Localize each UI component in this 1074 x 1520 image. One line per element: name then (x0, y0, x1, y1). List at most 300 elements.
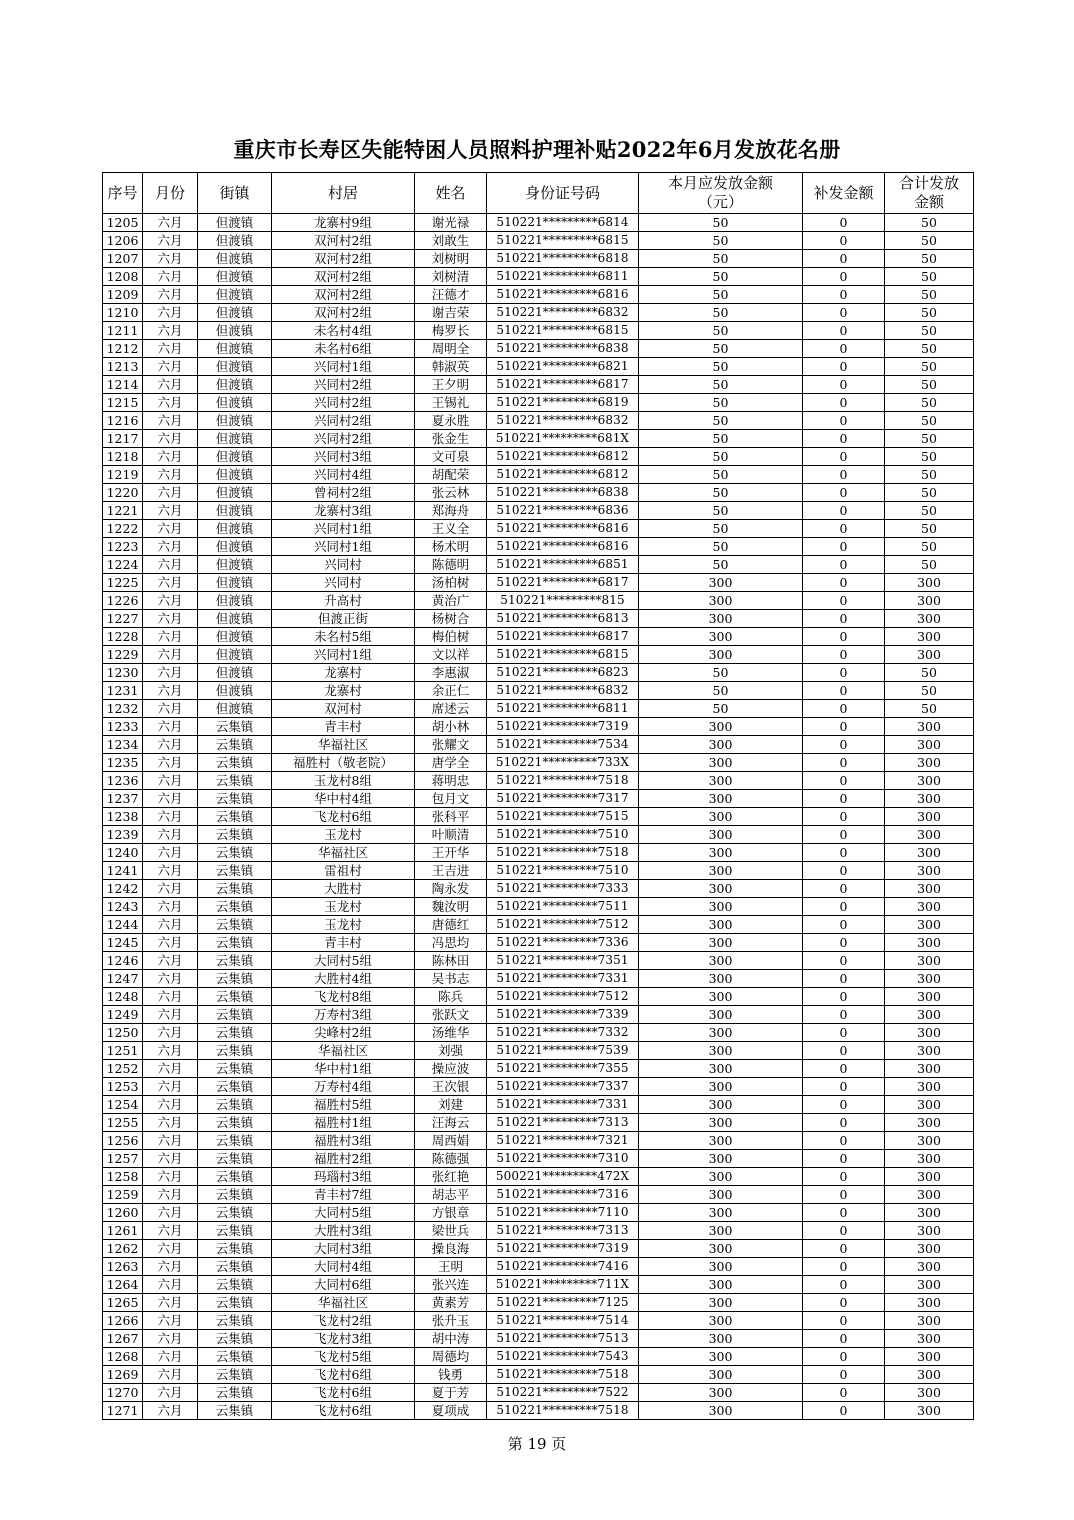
monthly-amount-cell: 50 (639, 412, 803, 430)
total-cell: 300 (885, 934, 974, 952)
monthly-amount-cell: 300 (639, 880, 803, 898)
seq-cell: 1207 (103, 250, 143, 268)
supplement-cell: 0 (803, 466, 885, 484)
monthly-amount-cell: 300 (639, 790, 803, 808)
table-row (103, 1222, 974, 1240)
village-cell: 大胜村 (272, 880, 415, 898)
month-cell: 六月 (143, 970, 198, 988)
total-cell: 300 (885, 970, 974, 988)
village-cell: 但渡正街 (272, 610, 415, 628)
name-cell: 夏项成 (415, 1402, 487, 1420)
town-cell: 云集镇 (198, 1222, 272, 1240)
town-cell: 但渡镇 (198, 358, 272, 376)
header-row (103, 173, 974, 214)
monthly-amount-cell: 300 (639, 1312, 803, 1330)
town-cell: 但渡镇 (198, 322, 272, 340)
monthly-amount-cell: 300 (639, 1366, 803, 1384)
name-cell: 陈德强 (415, 1150, 487, 1168)
monthly-amount-cell: 300 (639, 934, 803, 952)
supplement-cell: 0 (803, 988, 885, 1006)
monthly-amount-cell: 300 (639, 970, 803, 988)
total-cell: 50 (885, 394, 974, 412)
table-row (103, 970, 974, 988)
total-cell: 300 (885, 1060, 974, 1078)
id-number-cell: 510221*********7518 (487, 1366, 639, 1384)
monthly-amount-cell: 300 (639, 1240, 803, 1258)
month-cell: 六月 (143, 538, 198, 556)
col-header-total (885, 173, 974, 214)
town-cell: 但渡镇 (198, 646, 272, 664)
total-cell: 300 (885, 1168, 974, 1186)
table-row (103, 574, 974, 592)
total-cell: 300 (885, 862, 974, 880)
monthly-amount-cell: 300 (639, 1006, 803, 1024)
month-cell: 六月 (143, 376, 198, 394)
monthly-amount-cell: 300 (639, 1276, 803, 1294)
month-cell: 六月 (143, 772, 198, 790)
village-cell: 大胜村4组 (272, 970, 415, 988)
town-cell: 云集镇 (198, 1042, 272, 1060)
village-cell: 飞龙村2组 (272, 1312, 415, 1330)
month-cell: 六月 (143, 592, 198, 610)
table-row (103, 322, 974, 340)
id-number-cell: 510221*********7332 (487, 1024, 639, 1042)
supplement-cell: 0 (803, 340, 885, 358)
seq-cell: 1218 (103, 448, 143, 466)
month-cell: 六月 (143, 268, 198, 286)
total-cell: 300 (885, 1312, 974, 1330)
table-row (103, 1204, 974, 1222)
town-cell: 但渡镇 (198, 484, 272, 502)
village-cell: 未名村6组 (272, 340, 415, 358)
name-cell: 张云林 (415, 484, 487, 502)
table-row (103, 898, 974, 916)
monthly-amount-cell: 300 (639, 574, 803, 592)
supplement-cell: 0 (803, 214, 885, 232)
supplement-cell: 0 (803, 412, 885, 430)
id-number-cell: 510221*********7543 (487, 1348, 639, 1366)
table-row (103, 790, 974, 808)
village-cell: 青丰村 (272, 934, 415, 952)
town-cell: 云集镇 (198, 1204, 272, 1222)
seq-cell: 1245 (103, 934, 143, 952)
village-cell: 华福社区 (272, 1294, 415, 1312)
seq-cell: 1225 (103, 574, 143, 592)
month-cell: 六月 (143, 664, 198, 682)
id-number-cell: 510221*********7321 (487, 1132, 639, 1150)
monthly-amount-cell: 300 (639, 718, 803, 736)
name-cell: 郑海舟 (415, 502, 487, 520)
total-cell: 50 (885, 484, 974, 502)
month-cell: 六月 (143, 412, 198, 430)
total-cell: 300 (885, 988, 974, 1006)
village-cell: 双河村 (272, 700, 415, 718)
seq-cell: 1223 (103, 538, 143, 556)
seq-cell: 1209 (103, 286, 143, 304)
id-number-cell: 510221*********815 (487, 592, 639, 610)
village-cell: 双河村2组 (272, 286, 415, 304)
id-number-cell: 510221*********6817 (487, 628, 639, 646)
name-cell: 周西娟 (415, 1132, 487, 1150)
table-row (103, 1186, 974, 1204)
monthly-amount-cell: 300 (639, 898, 803, 916)
month-cell: 六月 (143, 1060, 198, 1078)
seq-cell: 1232 (103, 700, 143, 718)
month-cell: 六月 (143, 736, 198, 754)
monthly-amount-cell: 300 (639, 592, 803, 610)
month-cell: 六月 (143, 286, 198, 304)
id-number-cell: 510221*********6815 (487, 232, 639, 250)
table-row (103, 844, 974, 862)
id-number-cell: 510221*********7319 (487, 718, 639, 736)
name-cell: 夏永胜 (415, 412, 487, 430)
month-cell: 六月 (143, 1168, 198, 1186)
total-cell: 300 (885, 1096, 974, 1114)
monthly-amount-cell: 300 (639, 1222, 803, 1240)
month-cell: 六月 (143, 952, 198, 970)
town-cell: 云集镇 (198, 1132, 272, 1150)
id-number-cell: 510221*********6838 (487, 340, 639, 358)
month-cell: 六月 (143, 1078, 198, 1096)
id-number-cell: 510221*********7313 (487, 1114, 639, 1132)
id-number-cell: 510221*********6811 (487, 268, 639, 286)
village-cell: 雷祖村 (272, 862, 415, 880)
monthly-amount-cell: 50 (639, 538, 803, 556)
town-cell: 云集镇 (198, 916, 272, 934)
name-cell: 黄素芳 (415, 1294, 487, 1312)
seq-cell: 1263 (103, 1258, 143, 1276)
supplement-cell: 0 (803, 610, 885, 628)
id-number-cell: 510221*********6812 (487, 466, 639, 484)
name-cell: 刘强 (415, 1042, 487, 1060)
village-cell: 大同村6组 (272, 1276, 415, 1294)
total-cell: 300 (885, 952, 974, 970)
village-cell: 未名村4组 (272, 322, 415, 340)
total-cell: 300 (885, 1258, 974, 1276)
id-number-cell: 510221*********7515 (487, 808, 639, 826)
table-row (103, 934, 974, 952)
table-row (103, 430, 974, 448)
village-cell: 双河村2组 (272, 268, 415, 286)
month-cell: 六月 (143, 1366, 198, 1384)
total-cell: 50 (885, 322, 974, 340)
town-cell: 但渡镇 (198, 502, 272, 520)
supplement-cell: 0 (803, 1024, 885, 1042)
supplement-cell: 0 (803, 898, 885, 916)
table-row (103, 1042, 974, 1060)
name-cell: 刘敢生 (415, 232, 487, 250)
name-cell: 冯思均 (415, 934, 487, 952)
seq-cell: 1266 (103, 1312, 143, 1330)
supplement-cell: 0 (803, 790, 885, 808)
village-cell: 兴同村 (272, 574, 415, 592)
monthly-amount-cell: 50 (639, 304, 803, 322)
total-cell: 50 (885, 286, 974, 304)
monthly-amount-cell: 300 (639, 646, 803, 664)
monthly-amount-cell: 300 (639, 1096, 803, 1114)
village-cell: 升高村 (272, 592, 415, 610)
seq-cell: 1231 (103, 682, 143, 700)
supplement-cell: 0 (803, 1060, 885, 1078)
month-cell: 六月 (143, 250, 198, 268)
village-cell: 龙寨村3组 (272, 502, 415, 520)
town-cell: 云集镇 (198, 826, 272, 844)
town-cell: 云集镇 (198, 844, 272, 862)
monthly-amount-cell: 300 (639, 952, 803, 970)
monthly-amount-cell: 300 (639, 1168, 803, 1186)
seq-cell: 1228 (103, 628, 143, 646)
id-number-cell: 510221*********7510 (487, 826, 639, 844)
table-row (103, 1168, 974, 1186)
month-cell: 六月 (143, 394, 198, 412)
total-cell: 300 (885, 1366, 974, 1384)
village-cell: 龙寨村9组 (272, 214, 415, 232)
village-cell: 双河村2组 (272, 232, 415, 250)
month-cell: 六月 (143, 1114, 198, 1132)
supplement-cell: 0 (803, 916, 885, 934)
village-cell: 兴同村3组 (272, 448, 415, 466)
town-cell: 但渡镇 (198, 268, 272, 286)
table-row (103, 1132, 974, 1150)
supplement-cell: 0 (803, 394, 885, 412)
town-cell: 云集镇 (198, 1384, 272, 1402)
seq-cell: 1271 (103, 1402, 143, 1420)
seq-cell: 1253 (103, 1078, 143, 1096)
town-cell: 但渡镇 (198, 412, 272, 430)
name-cell: 张兴连 (415, 1276, 487, 1294)
monthly-amount-cell: 50 (639, 268, 803, 286)
name-cell: 陈林田 (415, 952, 487, 970)
monthly-amount-cell: 50 (639, 394, 803, 412)
village-cell: 青丰村 (272, 718, 415, 736)
id-number-cell: 510221*********7331 (487, 1096, 639, 1114)
seq-cell: 1211 (103, 322, 143, 340)
town-cell: 云集镇 (198, 1240, 272, 1258)
town-cell: 云集镇 (198, 772, 272, 790)
monthly-amount-cell: 50 (639, 520, 803, 538)
seq-cell: 1270 (103, 1384, 143, 1402)
town-cell: 云集镇 (198, 1366, 272, 1384)
name-cell: 梁世兵 (415, 1222, 487, 1240)
table-row (103, 1096, 974, 1114)
id-number-cell: 510221*********7125 (487, 1294, 639, 1312)
town-cell: 云集镇 (198, 1096, 272, 1114)
seq-cell: 1205 (103, 214, 143, 232)
village-cell: 玛瑙村3组 (272, 1168, 415, 1186)
name-cell: 胡小林 (415, 718, 487, 736)
total-cell: 300 (885, 1114, 974, 1132)
village-cell: 兴同村1组 (272, 538, 415, 556)
id-number-cell: 510221*********7514 (487, 1312, 639, 1330)
town-cell: 云集镇 (198, 880, 272, 898)
name-cell: 夏于芳 (415, 1384, 487, 1402)
month-cell: 六月 (143, 1186, 198, 1204)
month-cell: 六月 (143, 466, 198, 484)
total-cell: 300 (885, 772, 974, 790)
month-cell: 六月 (143, 682, 198, 700)
seq-cell: 1234 (103, 736, 143, 754)
seq-cell: 1254 (103, 1096, 143, 1114)
id-number-cell: 510221*********7317 (487, 790, 639, 808)
total-cell: 300 (885, 1240, 974, 1258)
total-cell: 50 (885, 358, 974, 376)
seq-cell: 1252 (103, 1060, 143, 1078)
village-cell: 兴同村2组 (272, 430, 415, 448)
town-cell: 云集镇 (198, 1078, 272, 1096)
supplement-cell: 0 (803, 286, 885, 304)
seq-cell: 1246 (103, 952, 143, 970)
table-row (103, 1006, 974, 1024)
name-cell: 钱勇 (415, 1366, 487, 1384)
id-number-cell: 510221*********7351 (487, 952, 639, 970)
month-cell: 六月 (143, 304, 198, 322)
total-cell: 50 (885, 538, 974, 556)
name-cell: 唐学全 (415, 754, 487, 772)
total-cell: 300 (885, 916, 974, 934)
seq-cell: 1219 (103, 466, 143, 484)
id-number-cell: 510221*********7310 (487, 1150, 639, 1168)
table-row (103, 646, 974, 664)
town-cell: 但渡镇 (198, 628, 272, 646)
name-cell: 张金生 (415, 430, 487, 448)
month-cell: 六月 (143, 898, 198, 916)
table-row (103, 916, 974, 934)
village-cell: 玉龙村8组 (272, 772, 415, 790)
town-cell: 云集镇 (198, 790, 272, 808)
village-cell: 飞龙村8组 (272, 988, 415, 1006)
id-number-cell: 510221*********6823 (487, 664, 639, 682)
table-row (103, 754, 974, 772)
monthly-amount-cell: 50 (639, 340, 803, 358)
total-cell: 50 (885, 250, 974, 268)
supplement-cell: 0 (803, 1096, 885, 1114)
seq-cell: 1261 (103, 1222, 143, 1240)
total-cell: 50 (885, 682, 974, 700)
monthly-amount-cell: 300 (639, 988, 803, 1006)
total-cell: 50 (885, 214, 974, 232)
id-number-cell: 510221*********6816 (487, 538, 639, 556)
table-row (103, 1294, 974, 1312)
month-cell: 六月 (143, 448, 198, 466)
month-cell: 六月 (143, 430, 198, 448)
name-cell: 黄治广 (415, 592, 487, 610)
table-row (103, 286, 974, 304)
town-cell: 但渡镇 (198, 700, 272, 718)
town-cell: 云集镇 (198, 1330, 272, 1348)
id-number-cell: 510221*********6812 (487, 448, 639, 466)
id-number-cell: 510221*********6832 (487, 682, 639, 700)
table-row (103, 466, 974, 484)
total-cell: 300 (885, 574, 974, 592)
total-cell: 300 (885, 1276, 974, 1294)
supplement-cell: 0 (803, 1006, 885, 1024)
supplement-cell: 0 (803, 664, 885, 682)
name-cell: 杨树合 (415, 610, 487, 628)
roster-table (102, 172, 974, 1420)
table-row (103, 340, 974, 358)
name-cell: 刘树清 (415, 268, 487, 286)
total-cell: 300 (885, 790, 974, 808)
supplement-cell: 0 (803, 376, 885, 394)
name-cell: 李惠淑 (415, 664, 487, 682)
id-number-cell: 510221*********6816 (487, 520, 639, 538)
name-cell: 汤柏树 (415, 574, 487, 592)
table-row (103, 1240, 974, 1258)
name-cell: 王开华 (415, 844, 487, 862)
monthly-amount-cell: 300 (639, 826, 803, 844)
town-cell: 云集镇 (198, 988, 272, 1006)
total-cell: 50 (885, 466, 974, 484)
supplement-cell: 0 (803, 628, 885, 646)
id-number-cell: 510221*********7333 (487, 880, 639, 898)
table-row (103, 502, 974, 520)
id-number-cell: 510221*********7316 (487, 1186, 639, 1204)
id-number-cell: 510221*********7110 (487, 1204, 639, 1222)
table-row (103, 862, 974, 880)
col-header-monthly-amount-line1: 本月应发放金额 (667, 174, 773, 192)
name-cell: 周德均 (415, 1348, 487, 1366)
village-cell: 华福社区 (272, 1042, 415, 1060)
town-cell: 云集镇 (198, 952, 272, 970)
id-number-cell: 510221*********6821 (487, 358, 639, 376)
monthly-amount-cell: 300 (639, 1024, 803, 1042)
id-number-cell: 500221*********472X (487, 1168, 639, 1186)
monthly-amount-cell: 300 (639, 1150, 803, 1168)
town-cell: 云集镇 (198, 1114, 272, 1132)
seq-cell: 1208 (103, 268, 143, 286)
village-cell: 福胜村（敬老院） (272, 754, 415, 772)
col-header-total-line2: 金额 (913, 193, 944, 211)
name-cell: 张耀文 (415, 736, 487, 754)
table-row (103, 718, 974, 736)
name-cell: 杨术明 (415, 538, 487, 556)
name-cell: 汤维华 (415, 1024, 487, 1042)
town-cell: 云集镇 (198, 1348, 272, 1366)
village-cell: 玉龙村 (272, 916, 415, 934)
monthly-amount-cell: 50 (639, 664, 803, 682)
village-cell: 双河村2组 (272, 250, 415, 268)
total-cell: 300 (885, 1402, 974, 1420)
id-number-cell: 510221*********681X (487, 430, 639, 448)
total-cell: 50 (885, 700, 974, 718)
town-cell: 但渡镇 (198, 304, 272, 322)
table-row (103, 214, 974, 232)
village-cell: 福胜村3组 (272, 1132, 415, 1150)
seq-cell: 1220 (103, 484, 143, 502)
supplement-cell: 0 (803, 574, 885, 592)
month-cell: 六月 (143, 1258, 198, 1276)
monthly-amount-cell: 300 (639, 1060, 803, 1078)
supplement-cell: 0 (803, 934, 885, 952)
village-cell: 华中村4组 (272, 790, 415, 808)
seq-cell: 1256 (103, 1132, 143, 1150)
supplement-cell: 0 (803, 1366, 885, 1384)
month-cell: 六月 (143, 808, 198, 826)
supplement-cell: 0 (803, 862, 885, 880)
monthly-amount-cell: 300 (639, 862, 803, 880)
month-cell: 六月 (143, 1042, 198, 1060)
name-cell: 王明 (415, 1258, 487, 1276)
monthly-amount-cell: 300 (639, 754, 803, 772)
monthly-amount-cell: 300 (639, 844, 803, 862)
town-cell: 云集镇 (198, 1168, 272, 1186)
town-cell: 云集镇 (198, 754, 272, 772)
supplement-cell: 0 (803, 322, 885, 340)
month-cell: 六月 (143, 1024, 198, 1042)
month-cell: 六月 (143, 1222, 198, 1240)
supplement-cell: 0 (803, 538, 885, 556)
col-header-month: 月份 (143, 173, 198, 214)
